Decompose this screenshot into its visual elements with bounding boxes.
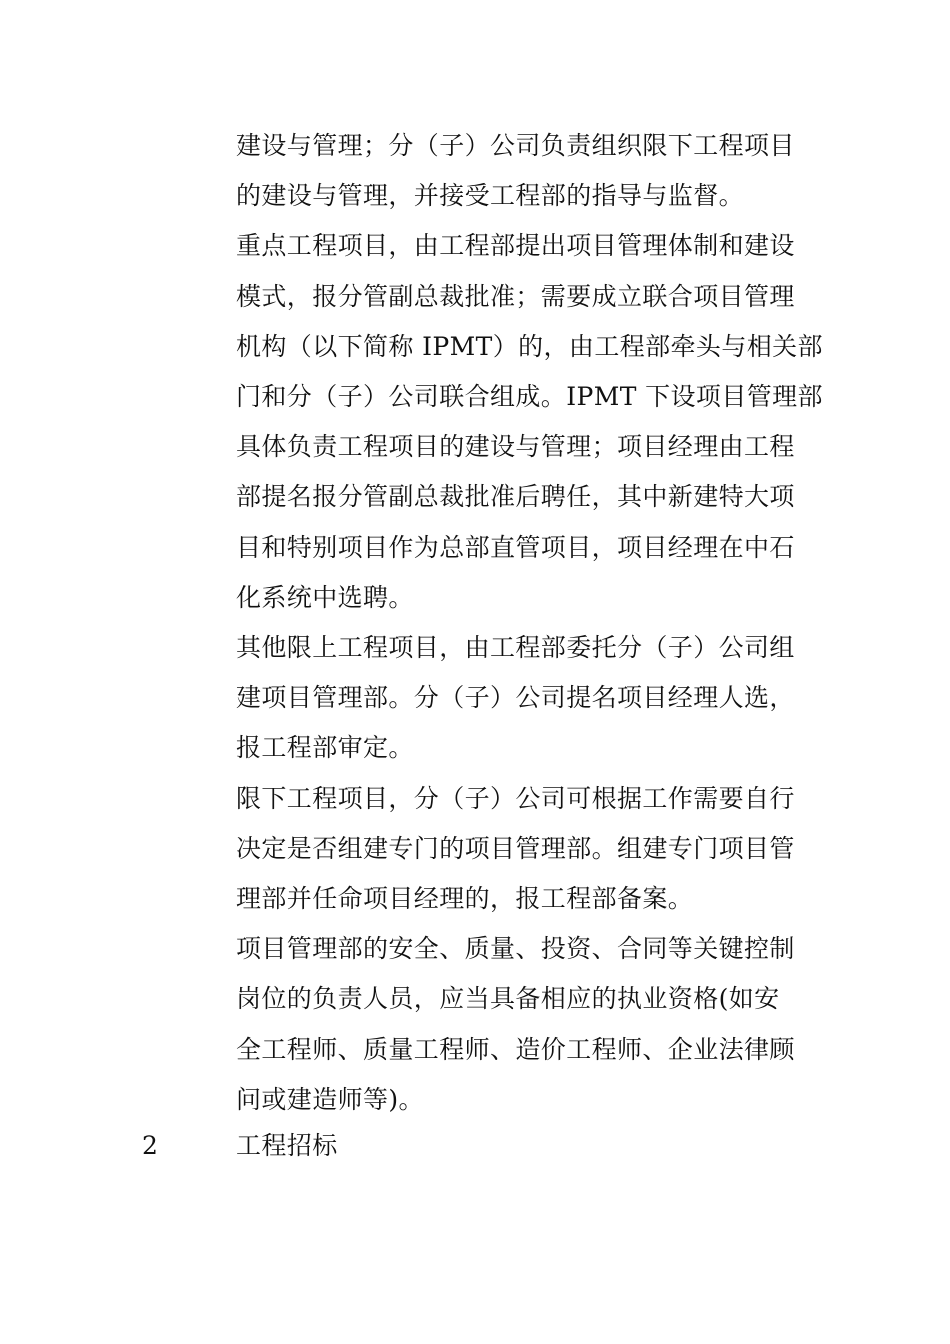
- text-line: 项目管理部的安全、质量、投资、合同等关键控制: [236, 934, 795, 964]
- text-line: 决定是否组建专门的项目管理部。组建专门项目管: [236, 833, 795, 863]
- paragraph-5: [236, 924, 816, 1125]
- body-text: [236, 121, 823, 1125]
- text-line: 模式，报分管副总裁批准；需要成立联合项目管理: [236, 281, 795, 311]
- text-line: 理部并任命项目经理的，报工程部备案。: [236, 884, 694, 914]
- text-line: 报工程部审定。: [236, 733, 414, 763]
- text-line: 建项目管理部。分（子）公司提名项目经理人选，: [236, 683, 795, 713]
- text-line: 具体负责工程项目的建设与管理；项目经理由工程: [236, 432, 795, 462]
- text-line: 岗位的负责人员，应当具备相应的执业资格(如安: [236, 984, 780, 1014]
- text-line: 问或建造师等)。: [236, 1084, 424, 1114]
- section-heading: [0, 1121, 950, 1171]
- section-number: 2: [142, 1131, 158, 1160]
- text-line: 部提名报分管副总裁批准后聘任，其中新建特大项: [236, 482, 795, 512]
- paragraph-4: [236, 774, 816, 925]
- text-line: 建设与管理；分（子）公司负责组织限下工程项目: [236, 131, 795, 160]
- paragraph-3: [236, 623, 816, 774]
- text-line: 门和分（子）公司联合组成。IPMT 下设项目管理部: [236, 382, 823, 412]
- text-line: 其他限上工程项目，由工程部委托分（子）公司组: [236, 633, 795, 663]
- text-line: 重点工程项目，由工程部提出项目管理体制和建设: [236, 231, 795, 261]
- paragraph-1: [236, 121, 816, 221]
- paragraph-2: [236, 221, 823, 623]
- text-line: 机构（以下简称 IPMT）的，由工程部牵头与相关部: [236, 331, 823, 361]
- text-line: 限下工程项目，分（子）公司可根据工作需要自行: [236, 783, 795, 813]
- text-line: 全工程师、质量工程师、造价工程师、企业法律顾: [236, 1034, 795, 1064]
- text-line: 的建设与管理，并接受工程部的指导与监督。: [236, 181, 745, 211]
- text-line: 目和特别项目作为总部直管项目，项目经理在中石: [236, 532, 795, 562]
- text-line: 化系统中选聘。: [236, 582, 414, 612]
- section-title: 工程招标: [236, 1131, 338, 1160]
